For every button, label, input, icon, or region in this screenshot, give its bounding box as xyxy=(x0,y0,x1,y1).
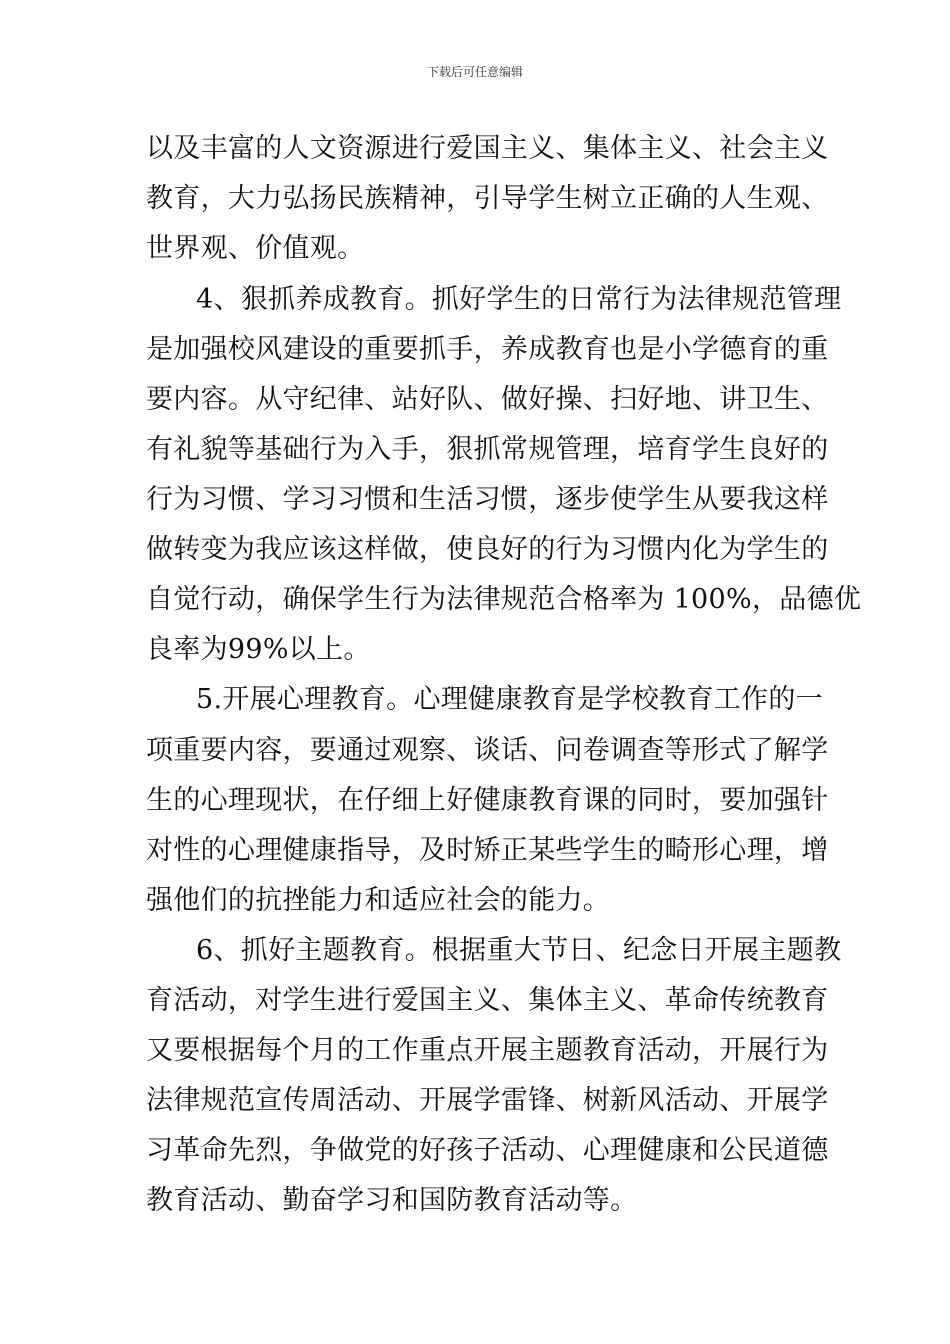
text-line: 对性的心理健康指导，及时矫正某些学生的畸形心理，增 xyxy=(146,835,829,866)
paragraph-6-heading-line: 6、抓好主题教育。根据重大节日、纪念日开展主题教 xyxy=(196,935,842,966)
text-line: 教育活动、勤奋学习和国防教育活动等。 xyxy=(146,1185,638,1216)
text-line: 项重要内容，要通过观察、谈话、问卷调查等形式了解学 xyxy=(146,735,829,766)
text-line: 做转变为我应该这样做，使良好的行为习惯内化为学生的 xyxy=(146,534,829,565)
text-line: 有礼貌等基础行为入手，狠抓常规管理，培育学生良好的 xyxy=(146,434,829,465)
paragraph-4-heading-line: 4、狠抓养成教育。抓好学生的日常行为法律规范管理 xyxy=(196,284,842,315)
text-line: 行为习惯、学习习惯和生活习惯，逐步使学生从要我这样 xyxy=(146,484,829,515)
text-line: 生的心理现状，在仔细上好健康教育课的同时，要加强针 xyxy=(146,785,829,816)
text-line: 习革命先烈，争做党的好孩子活动、心理健康和公民道德 xyxy=(146,1135,829,1166)
text-line: 强他们的抗挫能力和适应社会的能力。 xyxy=(146,885,611,916)
text-line: 育活动，对学生进行爱国主义、集体主义、革命传统教育 xyxy=(146,985,829,1016)
paragraph-5-heading-line: 5.开展心理教育。心理健康教育是学校教育工作的一 xyxy=(196,684,823,715)
text-line: 自觉行动，确保学生行为法律规范合格率为 100%，品德优 xyxy=(146,584,862,615)
text-line: 又要根据每个月的工作重点开展主题教育活动，开展行为 xyxy=(146,1035,829,1066)
text-line: 法律规范宣传周活动、开展学雷锋、树新风活动、开展学 xyxy=(146,1085,829,1116)
text-line: 教育，大力弘扬民族精神，引导学生树立正确的人生观、 xyxy=(146,183,829,214)
text-line: 要内容。从守纪律、站好队、做好操、扫好地、讲卫生、 xyxy=(146,384,829,415)
text-line: 世界观、价值观。 xyxy=(146,233,365,264)
text-line: 是加强校风建设的重要抓手，养成教育也是小学德育的重 xyxy=(146,334,829,365)
text-line: 以及丰富的人文资源进行爱国主义、集体主义、社会主义 xyxy=(146,133,829,164)
page-header: 下载后可任意编辑 xyxy=(426,65,523,79)
text-line: 良率为99%以上。 xyxy=(146,634,371,665)
